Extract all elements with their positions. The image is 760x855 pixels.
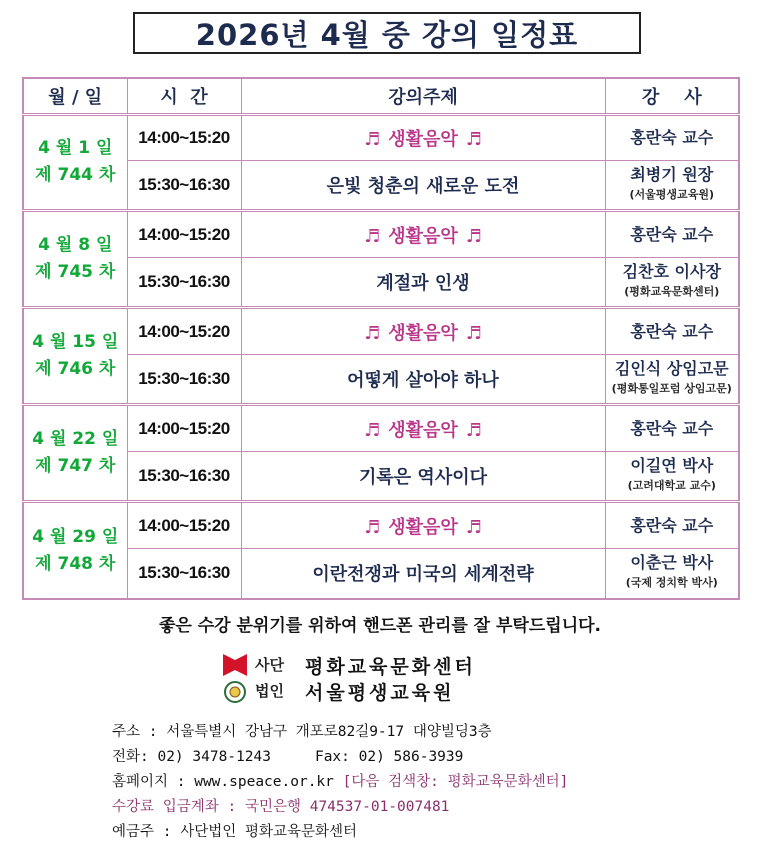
lecturer-name: 홍란숙 교수 <box>630 321 714 341</box>
lecture-time: 14:00~15:20 <box>127 502 241 548</box>
org-emblem-icon <box>221 652 249 704</box>
lecturer-affiliation: (고려대학교 교수) <box>627 479 716 493</box>
lecture-topic <box>241 502 605 548</box>
lecture-topic <box>241 114 605 160</box>
org-logo <box>221 650 531 706</box>
account-line: 수강료 입금계좌 : 국민은행 474537-01-007481 <box>112 799 450 815</box>
session-date-cell <box>23 114 127 211</box>
music-note-icon: ♬ <box>465 322 482 344</box>
session-round: 제 746 차 <box>35 359 116 380</box>
lecturer-cell <box>605 405 739 451</box>
music-note-icon: ♬ <box>364 128 381 150</box>
lecture-time: 14:00~15:20 <box>127 114 241 160</box>
lecture-topic-text: 생활음악 <box>388 225 458 247</box>
homepage-line <box>112 770 752 795</box>
lecturer-name: 홍란숙 교수 <box>630 127 714 147</box>
search-hint: [다음 검색창: 평화교육문화센터] <box>342 774 569 790</box>
music-note-icon: ♬ <box>364 322 381 344</box>
music-note-icon: ♬ <box>364 516 381 538</box>
org-name-1: 평화교육문화센터 <box>305 656 476 678</box>
music-note-icon: ♬ <box>465 128 482 150</box>
lecture-topic: 이란전쟁과 미국의 세계전략 <box>241 548 605 599</box>
header-lecturer: 강 사 <box>605 78 739 114</box>
lecturer-name: 이춘근 박사 <box>630 553 714 573</box>
music-note-icon: ♬ <box>465 225 482 247</box>
session-round: 제 747 차 <box>35 456 116 477</box>
lecturer-cell <box>605 160 739 211</box>
lecturer-affiliation: (평화교육문화센터) <box>624 285 720 299</box>
phone-text: 전화: 02) 3478-1243 <box>112 749 271 765</box>
session-date: 4 월 15 일 <box>32 332 119 353</box>
lecture-time: 15:30~16:30 <box>127 160 241 211</box>
lecture-time: 15:30~16:30 <box>127 548 241 599</box>
session-date: 4 월 1 일 <box>38 138 113 159</box>
music-note-icon: ♬ <box>465 516 482 538</box>
table-row <box>23 160 739 211</box>
table-row <box>23 405 739 451</box>
lecturer-cell <box>605 354 739 405</box>
lecture-topic-text: 생활음악 <box>388 322 458 344</box>
phone-notice: 좋은 수강 분위기를 위하여 핸드폰 관리를 잘 부탁드립니다. <box>158 616 601 636</box>
lecture-topic: 계절과 인생 <box>241 257 605 308</box>
music-note-icon: ♬ <box>364 419 381 441</box>
holder-line: 예금주 : 사단법인 평화교육문화센터 <box>112 824 358 840</box>
page-title: 2026년 4월 중 강의 일정표 <box>133 12 641 54</box>
lecture-topic <box>241 405 605 451</box>
session-round: 제 748 차 <box>35 553 116 574</box>
table-row <box>23 211 739 257</box>
lecturer-cell <box>605 308 739 354</box>
lecture-time: 15:30~16:30 <box>127 451 241 502</box>
org-sub-1: 사단 <box>255 656 284 674</box>
table-header-row <box>23 78 739 114</box>
lecture-topic-text: 생활음악 <box>388 419 458 441</box>
session-date-cell <box>23 308 127 405</box>
lecturer-cell <box>605 257 739 308</box>
lecture-time: 14:00~15:20 <box>127 211 241 257</box>
lecture-time: 14:00~15:20 <box>127 405 241 451</box>
lecturer-cell <box>605 451 739 502</box>
header-date: 월 / 일 <box>23 78 127 114</box>
lecturer-name: 김인식 상임고문 <box>614 359 729 379</box>
header-time: 시 간 <box>127 78 241 114</box>
phone-fax-line <box>112 745 752 770</box>
contact-info <box>112 720 752 845</box>
lecturer-name: 홍란숙 교수 <box>630 418 714 438</box>
lecturer-name: 홍란숙 교수 <box>630 224 714 244</box>
session-date-cell <box>23 502 127 599</box>
fax-text: Fax: 02) 586-3939 <box>314 749 464 765</box>
address-line: 주소 : 서울특별시 강남구 개포로82길9-17 대양빌딩3층 <box>112 724 492 740</box>
session-round: 제 744 차 <box>35 165 116 186</box>
lecturer-cell <box>605 548 739 599</box>
lecture-topic: 기록은 역사이다 <box>241 451 605 502</box>
lecturer-affiliation: (국제 정치학 박사) <box>625 576 718 590</box>
table-row <box>23 308 739 354</box>
session-date-cell <box>23 405 127 502</box>
lecture-topic <box>241 211 605 257</box>
lecture-time: 15:30~16:30 <box>127 257 241 308</box>
lecturer-affiliation: (평화통일포럼 상임고문) <box>611 382 732 396</box>
lecturer-name: 이길연 박사 <box>630 456 714 476</box>
session-date: 4 월 8 일 <box>38 235 113 256</box>
header-topic: 강의주제 <box>241 78 605 114</box>
lecture-topic <box>241 308 605 354</box>
lecturer-name: 김찬호 이사장 <box>622 262 721 282</box>
table-row <box>23 548 739 599</box>
org-name-2: 서울평생교육원 <box>305 682 455 704</box>
homepage-text: 홈페이지 : www.speace.or.kr <box>112 774 334 790</box>
schedule-body <box>23 114 739 599</box>
lecture-time: 15:30~16:30 <box>127 354 241 405</box>
lecturer-cell <box>605 211 739 257</box>
lecturer-cell <box>605 502 739 548</box>
table-row <box>23 354 739 405</box>
org-sub-2: 법인 <box>255 682 284 700</box>
lecturer-name: 홍란숙 교수 <box>630 515 714 535</box>
session-round: 제 745 차 <box>35 262 116 283</box>
lecture-topic-text: 생활음악 <box>388 128 458 150</box>
lecturer-affiliation: (서울평생교육원) <box>629 188 714 202</box>
music-note-icon: ♬ <box>364 225 381 247</box>
lecturer-cell <box>605 114 739 160</box>
table-row <box>23 502 739 548</box>
table-row <box>23 257 739 308</box>
session-date-cell <box>23 211 127 308</box>
session-date: 4 월 22 일 <box>32 429 119 450</box>
table-row <box>23 451 739 502</box>
music-note-icon: ♬ <box>465 419 482 441</box>
table-row <box>23 114 739 160</box>
lecture-topic-text: 생활음악 <box>388 516 458 538</box>
lecture-topic: 은빛 청춘의 새로운 도전 <box>241 160 605 211</box>
schedule-table <box>22 77 740 600</box>
session-date: 4 월 29 일 <box>32 526 119 547</box>
lecture-topic: 어떻게 살아야 하나 <box>241 354 605 405</box>
lecture-time: 14:00~15:20 <box>127 308 241 354</box>
lecturer-name: 최병기 원장 <box>630 165 714 185</box>
